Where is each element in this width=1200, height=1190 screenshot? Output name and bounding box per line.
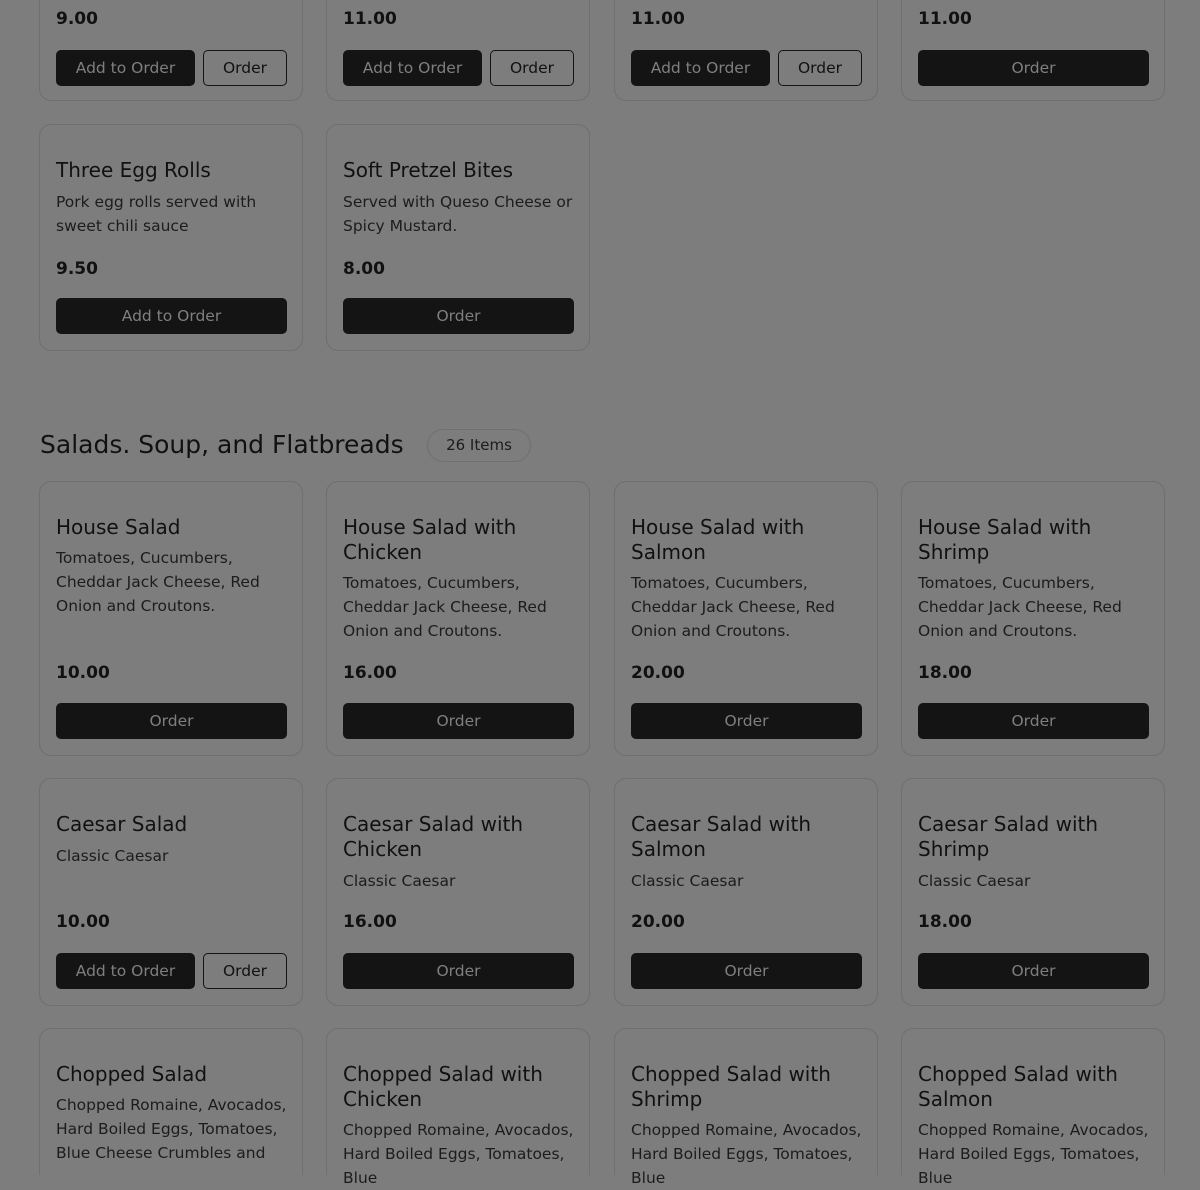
order-button[interactable]: Order bbox=[203, 953, 287, 989]
item-description: Chopped Romaine, Avocados, Hard Boiled Eggs, Tomatoes, Blue bbox=[918, 1121, 1149, 1187]
menu-item-card bbox=[39, 1028, 303, 1175]
item-price: 16.00 bbox=[343, 912, 397, 932]
item-price: 20.00 bbox=[631, 912, 685, 932]
item-title: Caesar Salad with Shrimp bbox=[918, 812, 1099, 861]
menu-item-card bbox=[614, 778, 878, 1006]
add-to-order-button[interactable]: Add to Order bbox=[56, 50, 195, 86]
order-button[interactable]: Order bbox=[631, 703, 862, 739]
item-price: 11.00 bbox=[631, 9, 685, 29]
menu-item-card bbox=[614, 1028, 878, 1187]
menu-item-card bbox=[326, 1028, 590, 1187]
item-description: Classic Caesar bbox=[918, 872, 1031, 890]
menu-item-card bbox=[326, 124, 590, 351]
menu-item-card bbox=[39, 0, 303, 101]
menu-item-card bbox=[901, 1028, 1165, 1187]
item-description: Classic Caesar bbox=[56, 847, 169, 865]
item-price: 18.00 bbox=[918, 912, 972, 932]
add-to-order-button[interactable]: Add to Order bbox=[56, 298, 287, 334]
item-price: 10.00 bbox=[56, 912, 110, 932]
menu-item-card bbox=[326, 0, 590, 101]
menu-item-card bbox=[39, 124, 303, 351]
item-description: Chopped Romaine, Avocados, Hard Boiled Eggs, Tomatoes, Blue bbox=[343, 1121, 574, 1187]
item-price: 18.00 bbox=[918, 663, 972, 683]
add-to-order-button[interactable]: Add to Order bbox=[631, 50, 770, 86]
item-description: Served with Queso Cheese or Spicy Mustard. bbox=[343, 193, 573, 235]
item-title: Caesar Salad with Salmon bbox=[631, 812, 812, 861]
menu-item-card bbox=[326, 778, 590, 1006]
item-price: 11.00 bbox=[918, 9, 972, 29]
order-button[interactable]: Order bbox=[918, 953, 1149, 989]
order-button[interactable]: Order bbox=[778, 50, 862, 86]
item-title: Caesar Salad with Chicken bbox=[343, 812, 524, 861]
item-description: Tomatoes, Cucumbers, Cheddar Jack Cheese, Red Onion and Croutons. bbox=[56, 549, 260, 615]
item-title: Chopped Salad with Shrimp bbox=[631, 1062, 831, 1111]
order-button[interactable]: Order bbox=[343, 953, 574, 989]
add-to-order-button[interactable]: Add to Order bbox=[343, 50, 482, 86]
menu-item-card bbox=[39, 481, 303, 756]
menu-item-card bbox=[614, 0, 878, 101]
item-price: 11.00 bbox=[343, 9, 397, 29]
add-to-order-button[interactable]: Add to Order bbox=[56, 953, 195, 989]
item-description: Tomatoes, Cucumbers, Cheddar Jack Cheese, Red Onion and Croutons. bbox=[631, 574, 835, 640]
item-title: House Salad with Chicken bbox=[343, 515, 517, 564]
menu-item-card bbox=[901, 481, 1165, 756]
item-title: Chopped Salad bbox=[56, 1062, 208, 1086]
item-description: Chopped Romaine, Avocados, Hard Boiled Eggs, Tomatoes, Blue bbox=[631, 1121, 862, 1187]
item-price: 10.00 bbox=[56, 663, 110, 683]
item-description: Tomatoes, Cucumbers, Cheddar Jack Cheese, Red Onion and Croutons. bbox=[918, 574, 1122, 640]
item-description: Classic Caesar bbox=[343, 872, 456, 890]
section-title: Salads. Soup, and Flatbreads bbox=[40, 430, 404, 459]
item-title: Chopped Salad with Chicken bbox=[343, 1062, 543, 1111]
item-title: Three Egg Rolls bbox=[56, 158, 211, 182]
item-count-badge: 26 Items bbox=[427, 429, 531, 462]
item-title: House Salad with Shrimp bbox=[918, 515, 1092, 564]
menu-item-card bbox=[614, 481, 878, 756]
item-title: Caesar Salad bbox=[56, 812, 188, 836]
item-price: 20.00 bbox=[631, 663, 685, 683]
order-button[interactable]: Order bbox=[203, 50, 287, 86]
order-button[interactable]: Order bbox=[918, 703, 1149, 739]
order-button[interactable]: Order bbox=[490, 50, 574, 86]
item-price: 16.00 bbox=[343, 663, 397, 683]
order-button[interactable]: Order bbox=[343, 703, 574, 739]
item-description: Tomatoes, Cucumbers, Cheddar Jack Cheese, Red Onion and Croutons. bbox=[343, 574, 547, 640]
item-description: Pork egg rolls served with sweet chili sauce bbox=[56, 193, 257, 235]
order-button[interactable]: Order bbox=[343, 298, 574, 334]
menu-item-card bbox=[39, 778, 303, 1006]
order-button[interactable]: Order bbox=[918, 50, 1149, 86]
order-button[interactable]: Order bbox=[56, 703, 287, 739]
item-title: Chopped Salad with Salmon bbox=[918, 1062, 1118, 1111]
menu-item-card bbox=[326, 481, 590, 756]
item-title: Soft Pretzel Bites bbox=[343, 158, 514, 182]
item-price: 9.00 bbox=[56, 9, 98, 29]
item-description: Classic Caesar bbox=[631, 872, 744, 890]
menu-item-card bbox=[901, 778, 1165, 1006]
item-title: House Salad with Salmon bbox=[631, 515, 805, 564]
order-button[interactable]: Order bbox=[631, 953, 862, 989]
item-price: 9.50 bbox=[56, 259, 98, 279]
item-title: House Salad bbox=[56, 515, 181, 539]
item-description: Chopped Romaine, Avocados, Hard Boiled Eggs, Tomatoes, Blue Cheese Crumbles and bbox=[56, 1096, 287, 1162]
menu-item-card bbox=[901, 0, 1165, 101]
item-price: 8.00 bbox=[343, 259, 385, 279]
